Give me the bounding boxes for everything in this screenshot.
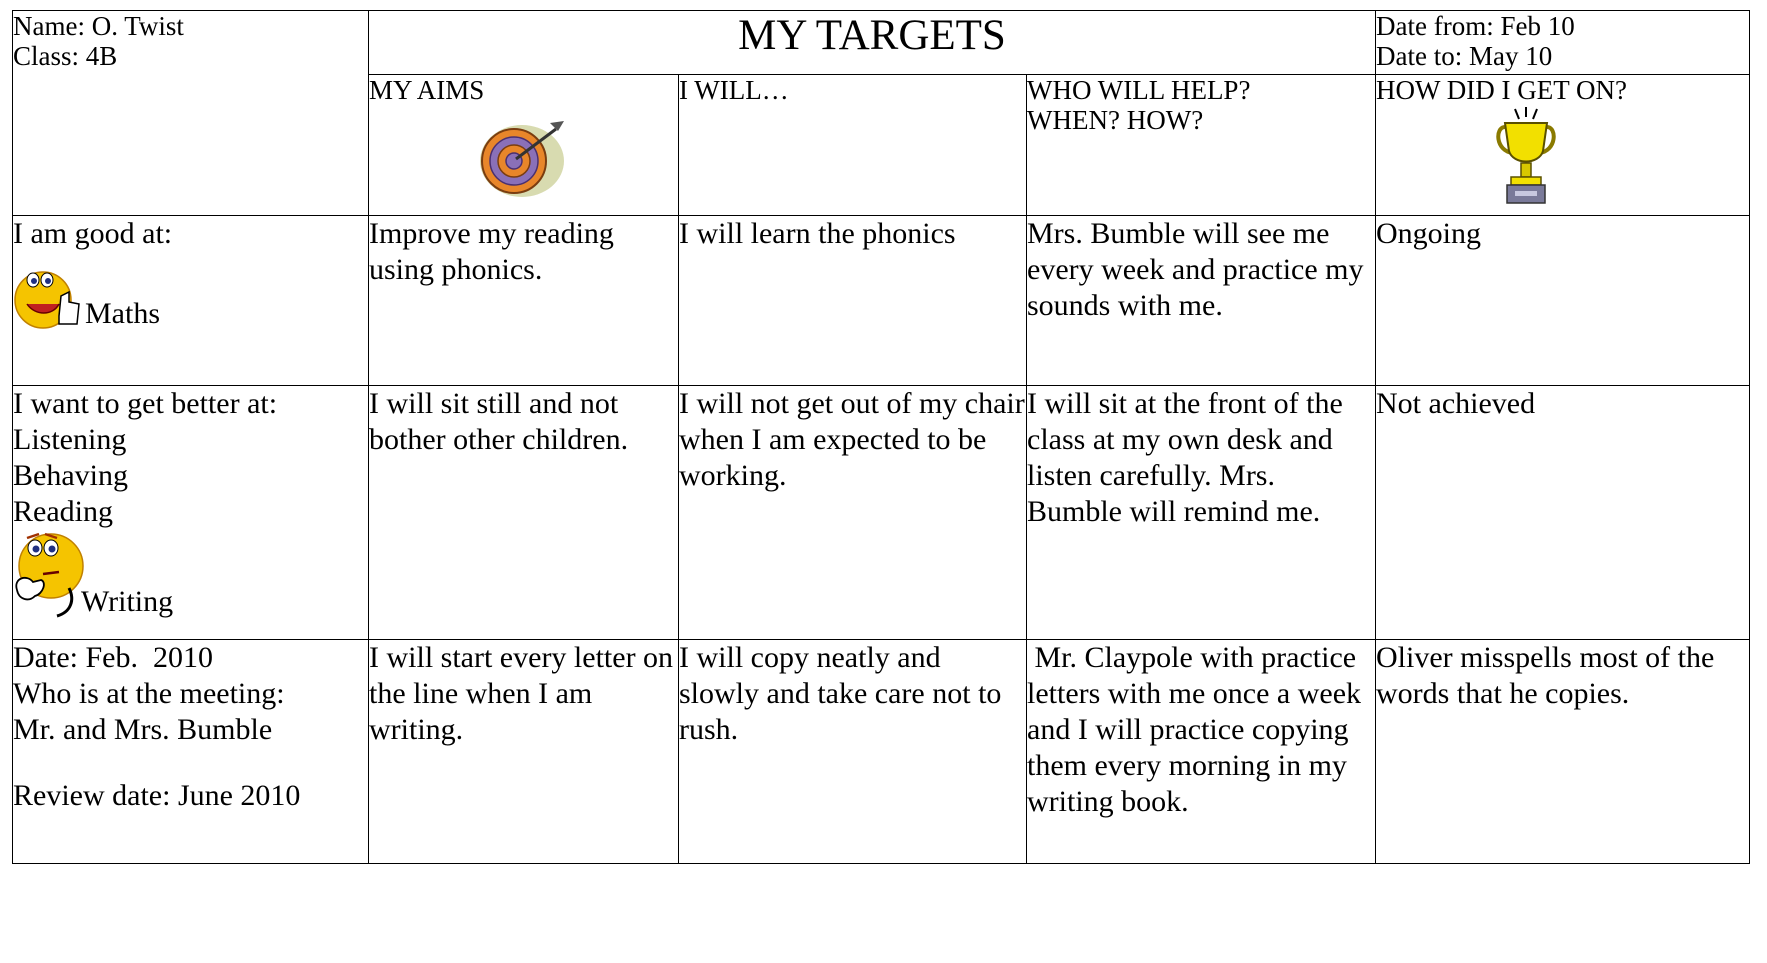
better-aim-cell — [369, 386, 679, 640]
better-result-cell — [1376, 386, 1750, 640]
date-from: Date from: Feb 10 — [1376, 11, 1575, 41]
student-info-cell — [13, 11, 369, 216]
date-to: Date to: May 10 — [1376, 41, 1553, 71]
student-name: Name: O. Twist — [13, 11, 184, 41]
meeting-will-cell — [679, 640, 1027, 864]
better-at-item: Behaving — [13, 459, 128, 492]
meeting-aim-cell — [369, 640, 679, 864]
meeting-help-cell — [1027, 640, 1376, 864]
meeting-result-cell — [1376, 640, 1750, 864]
targets-table — [12, 10, 1750, 864]
good-at-subject: Maths — [85, 297, 160, 330]
smiley-thumbs-up-icon — [13, 266, 83, 332]
meeting-who-label: Who is at the meeting: — [13, 677, 285, 710]
better-result-text: Not achieved — [1376, 387, 1536, 420]
trophy-icon — [1376, 107, 1749, 213]
thinking-face-icon — [13, 530, 87, 620]
good-will-cell — [679, 216, 1027, 386]
meeting-help-text: Mr. Claypole with practice letters with me once a week and I will practice copying them every morning in my writing book. — [1027, 641, 1369, 818]
better-at-label: I want to get better at: — [13, 387, 278, 420]
better-aim-text: I will sit still and not bother other children. — [369, 387, 629, 456]
student-class: Class: 4B — [13, 41, 118, 71]
column-header-help — [1027, 75, 1376, 216]
column-header-will-label: I WILL… — [679, 75, 789, 105]
better-at-last-item: Writing — [81, 585, 174, 618]
column-header-aims-label: MY AIMS — [369, 75, 485, 105]
better-will-cell — [679, 386, 1027, 640]
good-at-label: I am good at: — [13, 217, 173, 250]
good-help-text: Mrs. Bumble will see me every week and practice my sounds with me. — [1027, 217, 1364, 322]
column-header-help-line2: WHEN? HOW? — [1027, 105, 1204, 135]
meeting-cell — [13, 640, 369, 864]
column-header-result-label: HOW DID I GET ON? — [1376, 75, 1627, 105]
review-date: Review date: June 2010 — [13, 779, 301, 812]
better-help-text: I will sit at the front of the class at my own desk and listen carefully. Mrs. Bumble will remind me. — [1027, 387, 1343, 528]
good-will-text: I will learn the phonics — [679, 217, 956, 250]
better-help-cell — [1027, 386, 1376, 640]
date-range-cell — [1376, 11, 1750, 75]
good-at-subject-row — [13, 266, 368, 332]
good-at-cell — [13, 216, 369, 386]
target-icon — [369, 111, 678, 207]
meeting-aim-text: I will start every letter on the line when I am writing. — [369, 641, 674, 746]
good-result-text: Ongoing — [1376, 217, 1481, 250]
column-header-result — [1376, 75, 1750, 216]
better-will-text: I will not get out of my chair when I am expected to be working. — [679, 387, 1025, 492]
good-aim-cell — [369, 216, 679, 386]
good-result-cell — [1376, 216, 1750, 386]
meeting-date: Date: Feb. 2010 — [13, 641, 213, 674]
better-at-last-row — [13, 530, 368, 620]
better-at-cell — [13, 386, 369, 640]
good-help-cell — [1027, 216, 1376, 386]
better-at-item: Reading — [13, 495, 113, 528]
better-at-item: Listening — [13, 423, 127, 456]
column-header-help-line1: WHO WILL HELP? — [1027, 75, 1251, 105]
column-header-aims — [369, 75, 679, 216]
meeting-attendees: Mr. and Mrs. Bumble — [13, 713, 273, 746]
meeting-will-text: I will copy neatly and slowly and take care not to rush. — [679, 641, 1002, 746]
page-title: MY TARGETS — [369, 11, 1376, 75]
column-header-will — [679, 75, 1027, 216]
good-aim-text: Improve my reading using phonics. — [369, 217, 614, 286]
meeting-result-text: Oliver misspells most of the words that he copies. — [1376, 641, 1715, 710]
